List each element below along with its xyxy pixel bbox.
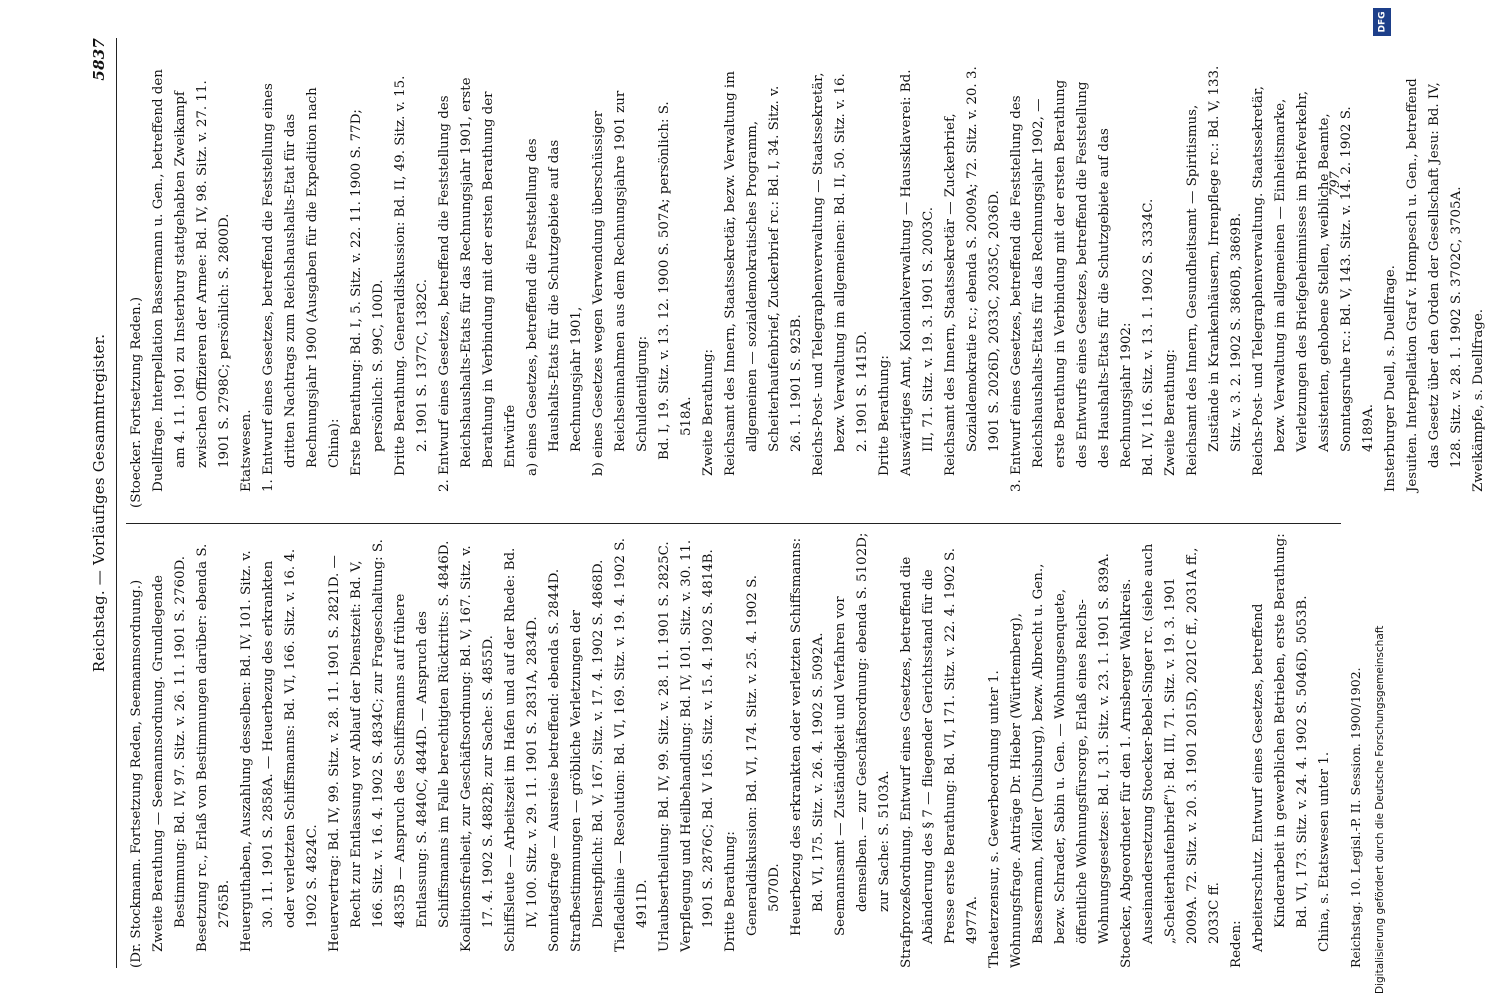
footer-session: Reichstag. 10. Legisl.-P. II. Session. 1900/1902. (1348, 667, 1363, 968)
register-entry: Reichsamt des Innern, Staatssekretär — Zuckerbrief, Sozialdemokratie rc.; ebenda S. 2009A; 72. Sitz. v. 20. 3. 1901 S. 2026D, 2033C, 2035C, 2036D. (943, 66, 1002, 476)
register-entry: China, s. Etatswesen unter 1. (1317, 751, 1332, 952)
register-entry: Generaldiskussion: Bd. VI, 174. Sitz. v. 25. 4. 1902 S. 5070D. (745, 574, 782, 936)
register-entry: Stoecker, Abgeordneter für den 1. Arnsberger Wahlkreis. Auseinandersetzung Stoecker-Bebel-Singer rc. (siehe auch „Scheiterhaufenbrief“): Bd. III, 71. Sitz. v. 19. 3. 1901 2009A. 72. Sitz. v. 20. 3. 1901 2015D, 2021C ff., 2031A ff., 2033C ff. (1119, 543, 1222, 968)
register-entry: Jesuiten. Interpellation Graf v. Hompesch u. Gen., betreffend das Gesetz über den Orden der Gesellschaft Jesu: Bd. IV, 128. Sitz. v. 28. 1. 1902 S. 3702C, 3705A. (1405, 78, 1464, 492)
register-entry: Zweite Berathung: (701, 348, 716, 476)
register-entry: (Dr. Stockmann. Fortsetzung Reden, Seemannsordnung.) (129, 579, 144, 968)
register-entry: Heuerbezug des erkrankten oder verletzten Schiffsmanns: Bd. VI, 175. Sitz. v. 26. 4. 1902 S. 5092A. (789, 537, 826, 936)
register-entry: Strafbestimmungen — gröbliche Verletzungen der Dienstpflicht: Bd. V, 167. Sitz. v. 17. 4. 1902 S. 4868D. (569, 559, 606, 952)
register-entry: Tiefladelinie — Resolution: Bd. VI, 169. Sitz. v. 19. 4. 1902 S. 4911D. (613, 537, 650, 952)
register-entry: Zweite Berathung — Seemannsordnung. Grundlegende Bestimmung: Bd. IV, 97. Sitz. v. 26. 11. 1901 S. 2760D. (151, 555, 188, 952)
register-entry: Bd. IV, 116. Sitz. v. 13. 1. 1902 S. 3334C. (1141, 198, 1156, 476)
register-entry: 3. Entwurf eines Gesetzes, betreffend die Feststellung des Reichshaushalts-Etats für das Rechnungsjahr 1902, — erste Berathung in Verbindung mit der ersten Berathung des Entwurfs eines Gesetzes, betreffend die Feststellung des Haushalts-Etats für die Schutzgebiete auf das Rechnungsjahr 1902: (1009, 79, 1134, 492)
register-entry: Reichsamt des Innern, Gesundheitsamt — Spiritismus, Zustände in Krankenhäusern, Irrenpflege rc.: Bd. V, 133. Sitz. v. 3. 2. 1902 S. 3860B, 3869B. (1185, 65, 1244, 476)
register-entry: Wohnungsfrage. Anträge Dr. Hieber (Württemberg), Bassermann, Möller (Duisburg), bezw. Albrecht u. Gen., bezw. Schrader, Sabin u. Gen. — Wohnungsenquete, öffentliche Wohnungsfürsorge, Erlaß eines Reichs-Wohnungsgesetzes: Bd. I, 31. Sitz. v. 23. 1. 1901 S. 839A. (1009, 553, 1112, 968)
register-entry: Insterburger Duell, s. Duellfrage. (1383, 265, 1398, 492)
register-entry: Bd. I, 19. Sitz. v. 13. 12. 1900 S. 507A; persönlich: S. 518A. (657, 101, 694, 460)
register-entry: Zweite Berathung: (1163, 348, 1178, 476)
left-column (126, 523, 1341, 968)
register-entry: Etatswesen. (239, 409, 254, 492)
page-header (90, 38, 114, 968)
page-mark: 797 (1328, 171, 1343, 196)
page-number: 5837 (90, 38, 108, 81)
page-title: Reichstag. — Vorläufiges Gesammtregister. (90, 333, 108, 673)
register-entry: Besetzung rc., Erlaß von Bestimmungen darüber: ebenda S. 2765B. (195, 543, 232, 952)
register-entry: Reichs-Post- und Telegraphenverwaltung — Staatssekretär, bezw. Verwaltung im allgemeinen: Bd. II, 50. Sitz. v. 16. 2. 1901 S. 1415D. (811, 72, 870, 476)
dfg-logo: DFG (1373, 8, 1391, 36)
register-entry: Dritte Berathung. Generaldiskussion: Bd. II, 49. Sitz. v. 15. 2. 1901 S. 1377C, 1382C. (393, 75, 430, 476)
register-entry: Koalitionsfreiheit, zur Geschäftsordnung: Bd. V, 167. Sitz. v. 17. 4. 1902 S. 4882B; zur Sache: S. 4855D. (459, 545, 496, 952)
register-entry: 1. Entwurf eines Gesetzes, betreffend die Feststellung eines dritten Nachtrags zum Reichshaushalts-Etat für das Rechnungsjahr 1900 (Ausgaben für die Expedition nach China): (261, 83, 342, 492)
register-entry: Reichs-Post- und Telegraphenverwaltung. Staatssekretär, bezw. Verwaltung im allgemeinen — Einheitsmarke, Verletzungen des Briefgeheimnisses im Briefverkehr, Assistenten, gehobene Stellen, weibliche Beamte, Sonntagsruhe rc.: Bd. V, 143. Sitz. v. 14. 2. 1902 S. 4189A. (1251, 85, 1376, 476)
dfg-credit-text: Digitalisierung gefördert durch die Deutsche Forschungsgemeinschaft (1374, 625, 1386, 994)
register-entry: Zweikämpfe, s. Duellfrage. (1471, 308, 1486, 492)
register-entry: Strafprozeßordnung. Entwurf eines Gesetzes, betreffend die Abänderung des § 7 — fliegender Gerichtsstand für die Presse erste Berathung: Bd. VI, 171. Sitz. v. 22. 4. 1902 S. 4977A. (899, 548, 980, 968)
right-column (126, 63, 1490, 508)
register-entry: Dritte Berathung: (723, 831, 738, 952)
register-entry: Theaterzensur, s. Gewerbeordnung unter 1. (987, 670, 1002, 968)
register-entry: Verpflegung und Heilbehandlung: Bd. IV, 101. Sitz. v. 30. 11. 1901 S. 2876C; Bd. V 165. Sitz. v. 15. 4. 1902 S. 4814B. (679, 539, 716, 952)
register-entry: Heuerguthaben, Auszahlung desselben: Bd. IV, 101. Sitz. v. 30. 11. 1901 S. 2858A. — Heuerbezug des erkrankten oder verletzten Schiffsmanns: Bd. VI, 166. Sitz. v. 16. 4. 1902 S. 4824C. (239, 548, 320, 952)
register-entry: (Stoecker. Fortsetzung Reden.) (129, 296, 144, 508)
header-rule (116, 38, 117, 968)
register-entry: Schiffsleute — Arbeitszeit im Hafen und auf der Rhede: Bd. IV, 100. Sitz. v. 29. 11. 1901 S. 2831A, 2834D. (503, 547, 540, 952)
register-entry: Reden: (1229, 920, 1244, 968)
register-entry: Reichsamt des Innern, Staatssekretär, bezw. Verwaltung im allgemeinen — sozialdemokratisches Programm, Scheiterhaufenbrief, Zuckerbrief rc.: Bd. I, 34. Sitz. v. 26. 1. 1901 S. 925B. (723, 71, 804, 476)
register-entry: Seemannsamt — Zuständigkeit und Verfahren vor demselben. — zur Geschäftsordnung: ebenda S. 5102D; zur Sache: S. 5103A. (833, 532, 892, 936)
register-entry: Dritte Berathung: (877, 355, 892, 476)
register-entry: b) eines Gesetzes wegen Verwendung überschüssiger Reichseinnahmen aus dem Rechnungsjahre 1901 zur Schuldentilgung: (591, 90, 650, 476)
register-entry: a) eines Gesetzes, betreffend die Feststellung des Haushalts-Etats für die Schutzgebiete auf das Rechnungsjahr 1901, (525, 138, 584, 476)
register-entry: Sonntagsfrage — Ausreise betreffend: ebenda S. 2844D. (547, 568, 562, 952)
register-entry: Duellfrage. Interpellation Bassermann u. Gen., betreffend den am 4. 11. 1901 zu Insterburg stattgehabten Zweikampf zwischen Offizieren der Armee: Bd. IV, 98. Sitz. v. 27. 11. 1901 S. 2798C; persönlich: S. 2800D. (151, 69, 232, 492)
register-entry: Erste Berathung: Bd. I, 5. Sitz. v. 22. 11. 1900 S. 77D; persönlich: S. 99C, 100D. (349, 109, 386, 476)
dfg-stamp (1372, 4, 1394, 996)
register-entry: 2. Entwurf eines Gesetzes, betreffend die Feststellung des Reichshaushalts-Etats für das Rechnungsjahr 1901, erste Berathung in Verbindung mit der ersten Berathung der Entwürfe (437, 77, 518, 492)
register-entry: Heuervertrag: Bd. IV, 99. Sitz. v. 28. 11. 1901 S. 2821D. — Recht zur Entlassung vor Ablauf der Dienstzeit: Bd. V, 166. Sitz. v. 16. 4. 1902 S. 4834C; zur Frageschaltung: S. 4835B — Anspruch des Schiffsmanns auf frühere Entlassung: S. 4840C, 4844D. — Anspruch des Schiffsmanns im Falle berechtigten Rücktritts: S. 4846D. (327, 539, 452, 952)
register-entry: Auswärtiges Amt, Kolonialverwaltung — Haussklaverei: Bd. III, 71. Sitz. v. 19. 3. 1901 S. 2003C. (899, 69, 936, 476)
register-entry: Urlaubsertheilung: Bd. IV, 99. Sitz. v. 28. 11. 1901 S. 2825C. (657, 541, 672, 952)
register-entry: Arbeiterschutz. Entwurf eines Gesetzes, betreffend Kinderarbeit in gewerblichen Betrieben, erste Berathung: Bd. VI, 173. Sitz. v. 24. 4. 1902 S. 5046D, 5053B. (1251, 533, 1310, 952)
